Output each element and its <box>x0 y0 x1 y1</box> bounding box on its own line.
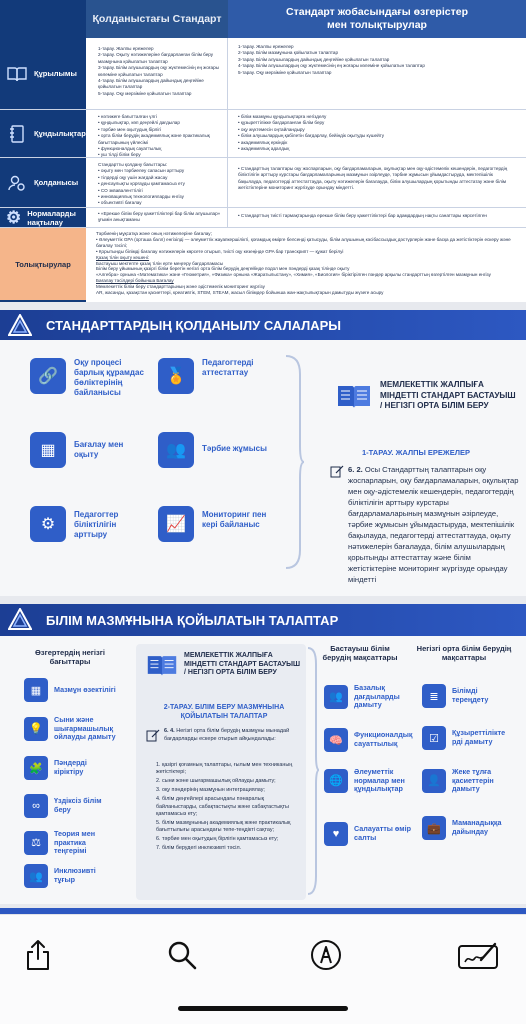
slide-banner <box>0 604 526 636</box>
goal-item <box>324 822 414 846</box>
row-label-text: Қолданысы <box>34 178 79 187</box>
checklist-icon: ☑ <box>422 726 446 750</box>
cell-line: 3-тарау. Білім алушылардың оқу жүктемесінің ең жоғары көлеміне қойылатын талаптар <box>98 65 219 77</box>
cell-line: • оқу жүктемесін оңтайландыру <box>238 126 305 132</box>
brace-divider <box>306 646 320 896</box>
changes-cell <box>232 38 524 109</box>
cell-line: • академиялық адалдық <box>238 146 290 152</box>
goal-label: Салауатты өмір салты <box>354 824 412 842</box>
lightbulb-icon: 💡 <box>24 717 48 741</box>
direction-item <box>24 864 118 888</box>
gear-check-icon: ⚙ <box>30 506 66 542</box>
grid-icon: ▦ <box>24 678 48 702</box>
header-changes-line1: Стандарт жобасындағы өзгерістер <box>286 6 468 18</box>
row-label-text: Құрылымы <box>34 69 77 78</box>
additions-line: Бастауыш мектепте қазақ тілін ерте меңгеру бағдарламасы <box>96 260 224 266</box>
direction-item <box>24 830 118 856</box>
card-text-body: Негізгі орта білім берудің мазмұны мынадай бағдарларды ескере отырып айқындалады: <box>164 728 290 742</box>
puzzle-icon: 🧩 <box>24 756 48 780</box>
card-text <box>348 464 520 585</box>
direction-label: Пәндерді кіріктіру <box>54 758 87 776</box>
goal-item <box>422 684 512 708</box>
card-subtitle: 2-ТАРАУ. БІЛІМ БЕРУ МАЗМҰНЫНА ҚОЙЫЛАТЫН ТАЛАПТАР <box>163 704 285 720</box>
goal-label: Құзыреттілікте рді дамыту <box>452 728 506 746</box>
card-title: МЕМЛЕКЕТТІК ЖАЛПЫҒА МІНДЕТТІ СТАНДАРТ БАСТАУЫШ / НЕГІЗГІ ОРТА БІЛІМ БЕРУ <box>184 652 300 677</box>
comparison-table <box>0 0 526 302</box>
search-icon[interactable] <box>164 937 200 973</box>
direction-item <box>24 678 118 702</box>
current-cell <box>92 208 228 227</box>
area-item <box>158 432 272 468</box>
cell-line: 5-тарау. Оқу мерзіміне қойылатын талаптар <box>98 90 192 96</box>
cell-line: • уш тілді білім беру <box>98 152 141 157</box>
academy-logo-icon <box>8 608 32 630</box>
academy-logo-icon <box>8 314 32 336</box>
additions-label <box>0 228 86 300</box>
cell-line: • тілдерді оқу үшін жағдай жасау <box>98 174 168 180</box>
cell-line: • функционалдық сауаттылық <box>98 146 162 152</box>
list-item: 3. оқу пәндерінің мазмұнын интеграциялау; <box>156 787 265 794</box>
direction-label: Мазмұн өзектілігі <box>54 684 116 694</box>
current-cell <box>92 110 228 157</box>
row-label <box>0 158 86 207</box>
row-label <box>0 110 86 157</box>
list-item: 1. қазіргі қоғамның талаптары, ғылым мен техниканың жетістіктері; <box>156 762 293 776</box>
list-item: 7. білім берудегі инклюзивті тәсіл. <box>156 845 242 852</box>
cell-line: Стандартты қолдану бағыттары: <box>98 162 168 167</box>
slide-banner <box>0 310 526 340</box>
additions-label-text: Толықтырулар <box>15 259 71 269</box>
goal-item <box>422 726 512 750</box>
card-list <box>156 762 302 854</box>
area-item <box>30 432 144 468</box>
area-label: Тәрбие жұмысы <box>202 444 267 453</box>
list-item: 6. тәрбие мен оқытудың бірлігін қамтамасыз ету; <box>156 836 279 843</box>
additions-text <box>92 228 524 300</box>
standard-card <box>310 342 522 600</box>
additions-line: Мемлекеттік білім беру стандарттарының және әдістемелік мониторинг жүргізу <box>96 284 265 290</box>
row-label-text: Құндылықтар <box>34 129 86 138</box>
goal-item <box>422 816 512 840</box>
table-row <box>0 110 526 158</box>
layers-icon: ≣ <box>422 684 446 708</box>
area-label: Педагогтер біліктілігін арттыру <box>74 510 119 539</box>
additions-line: Қазақ тілін оқыту кешені: <box>96 254 150 260</box>
notebook-icon <box>6 123 28 145</box>
brace-divider <box>282 354 306 570</box>
cell-line: • «Ерекше білім беру қажеттіліктері бар білім алушылар» ұғымін анықтаманы <box>98 211 221 223</box>
cell-line: 1-тарау. Жалпы ережелер <box>238 44 294 49</box>
card-text-num: 6. 4. <box>164 728 175 734</box>
cell-line: • құзыреттілікке бағдарланған білім беру <box>238 120 325 126</box>
people-icon: 👥 <box>158 432 194 468</box>
direction-item <box>24 756 118 780</box>
direction-item <box>24 794 118 818</box>
edit-note-icon <box>146 728 160 742</box>
cell-line: • құндылықтар, көп деңгейлі дағдылар <box>98 120 180 126</box>
goal-label: Білімді тереңдету <box>452 686 489 704</box>
area-label: Педагогтерді аттестаттау <box>202 358 254 377</box>
area-label: Мониторинг пен кері байланыс <box>202 510 267 529</box>
people-icon: 👥 <box>24 864 48 888</box>
scales-icon: ⚖ <box>24 831 48 855</box>
globe-icon: 🌐 <box>324 769 348 793</box>
changes-cell <box>232 158 524 207</box>
column-head-primary: Бастауыш білім берудің мақсаттары <box>322 644 398 662</box>
cell-line: • оқыту мен тәрбиелеу сапасын арттыру <box>98 168 185 174</box>
row-label-text: Нормаларды нақтылау <box>27 208 76 227</box>
person-icon: 👤 <box>422 769 446 793</box>
cell-line: • тәрбие мен оқытудың бірлігі <box>98 126 162 132</box>
direction-label: Теория мен практика теңгерімі <box>54 829 96 856</box>
card-subtitle: 1-ТАРАУ. ЖАЛПЫ ЕРЕЖЕЛЕР <box>362 448 470 457</box>
cell-line: 4-тарау. Білім алушылардың оқу жүктемесінің ең жоғары көлеміне қойылатын талаптар <box>238 63 425 69</box>
cell-line: • инновациялық технологияларды енгізу <box>98 194 184 200</box>
header-current-standard: Қолданыстағы Стандарт <box>86 0 228 38</box>
briefcase-icon: 💼 <box>422 816 446 840</box>
heart-icon: ♥ <box>324 822 348 846</box>
brain-icon: 🧠 <box>324 728 348 752</box>
cell-line: • білім мазмұны құндылықтарға негізделу <box>238 114 327 119</box>
standard-card <box>136 644 306 900</box>
list-item: 2. сыни және шығармашылық ойлауды дамыту; <box>156 778 276 785</box>
gear-icon: ⚙ <box>6 207 22 227</box>
open-book-icon <box>146 652 178 678</box>
additions-line: Тәрбиенің мұқсатқа және оның нәтижелеріне бағалау; <box>96 231 212 236</box>
home-indicator[interactable] <box>178 1006 348 1011</box>
area-item <box>158 358 272 394</box>
area-item <box>30 358 144 398</box>
slide-title: СТАНДАРТТАРДЫҢ ҚОЛДАНЫЛУ САЛАЛАРЫ <box>46 317 342 333</box>
infinity-icon: ∞ <box>24 794 48 818</box>
cell-line: • денсаулықты қорғауды қамтамасыз ету <box>98 181 185 187</box>
goal-item <box>324 684 414 710</box>
list-item: 4. білім деңгейлері арасындағы пәнаралық байланыстарды, сабақтастықты және сабақтастықты қамтамасыз ету; <box>156 796 289 817</box>
area-item <box>30 506 144 542</box>
cell-line: • орта білім берудің академиялық және практикалық бағыттарының үйлесімі <box>98 133 210 145</box>
changes-cell <box>232 208 524 227</box>
book-icon <box>6 63 28 85</box>
link-icon: 🔗 <box>30 358 66 394</box>
goal-label: Функционалдық сауаттылық <box>354 730 413 748</box>
direction-label: Сыни және шығармашылық ойлауды дамыту <box>54 715 116 742</box>
direction-item <box>24 716 118 742</box>
additions-line: Бағалау тәсілдері бойынша Бағалау <box>96 278 174 284</box>
card-text-num: 6. 2. <box>348 465 363 474</box>
direction-label: Үздіксіз білім беру <box>54 796 102 814</box>
slide-content-requirements <box>0 604 526 904</box>
cell-line: • нәтижеге бағытталған үлгі <box>98 114 157 119</box>
changes-cell <box>232 110 524 157</box>
cell-line: 2-тарау. Оқыту нәтижелеріне бағдарланған білім беру мазмұнына қойылатын талаптар <box>98 52 214 64</box>
direction-label: Инклюзивті тұғыр <box>54 866 96 884</box>
cell-line: • білім алушылардың қабілетін бағдарлау, бейіндік оқытуды күшейту <box>238 133 385 139</box>
page-gap <box>0 302 526 310</box>
table-row <box>0 208 526 228</box>
goal-label: Жеке тұлға қасиеттерін дамыту <box>452 767 494 794</box>
area-label: Оқу процесі барлық құрамдас бөліктерінің байланысы <box>74 358 144 397</box>
cell-line: • объективті бағалау <box>98 200 142 206</box>
area-item <box>158 506 272 542</box>
table-row <box>0 158 526 208</box>
row-label <box>0 38 86 109</box>
current-cell <box>92 38 228 109</box>
slide-title: БІЛІМ МАЗМҰНЫНА ҚОЙЫЛАТЫН ТАЛАПТАР <box>46 612 339 628</box>
signature-icon[interactable] <box>456 937 500 973</box>
card-text <box>164 728 302 743</box>
goal-item <box>324 768 414 794</box>
slide-application-areas <box>0 310 526 604</box>
row-label <box>0 208 86 227</box>
column-head-secondary: Негізгі орта білім берудің мақсаттары <box>416 644 512 662</box>
area-label: Бағалау мен оқыту <box>74 440 124 459</box>
goal-label: Маманадыққа дайындау <box>452 818 502 836</box>
column-head-directions: Өзгертердің негізгі бағыттары <box>35 648 105 666</box>
additions-line: • Әлеуметтік GPA (орташа балл) енгізілді — әлеуметтік жауапкершілікті, қоғамдық өмірге белсенді қатысуды, білім алушының кәсібассыздық дәстүрлерін және басқа да жетістіктерін ескеру және бағалау тәсілі; <box>96 236 511 248</box>
settings-user-icon <box>6 172 28 194</box>
card-title: МЕМЛЕКЕТТІК ЖАЛПЫҒА МІНДЕТТІ СТАНДАРТ БАСТАУЫШ / НЕГІЗГІ ОРТА БІЛІМ БЕРУ <box>380 380 516 410</box>
share-icon[interactable] <box>20 937 56 973</box>
header-changes <box>228 0 526 38</box>
chart-icon: 📈 <box>158 506 194 542</box>
markup-icon[interactable] <box>308 937 344 973</box>
cell-line: 3-тарау. Білім алушылардың дайындық деңгейіне қойылатын талаптар <box>238 56 390 62</box>
card-text-body: Осы Стандарттың талаптарын оқу жоспарларын, оқу бағдарламаларын, оқулықтар мен оқу-әдістемелік кешендерін, педагогтердің біліктілігін арттыру курстары бағдарламаларының мазмұнын әзірлеуде, тәрбие жұмысын ұйымдастыруда, мектепішілік бақылауда, педагогтерді аттестаттауда, оқыту нәтижелерін бағалауда, білім алушылардың қорытынды аттестаттау және білім жетістіктеріне мониторинг жүргізуде орындау міндетті <box>348 465 519 584</box>
cell-line: • СО экваваленттілігі <box>98 187 143 193</box>
goal-item <box>324 728 414 752</box>
cell-line: 4-тарау. Білім алушылардың дайындық деңгейіне қойылатын талаптар <box>98 78 204 90</box>
goal-label: Базалық дағдыларды дамыту <box>354 683 400 710</box>
additions-line: • Қорытынды білімді бағалау нәтижелерін көрсете отырып, тиісті оқу кезеңінде GPA бар транскрипт — құжат берілуі <box>96 248 344 254</box>
goal-label: Әлеуметтік нормалар мен құндылықтар <box>354 767 405 794</box>
table-row <box>0 38 526 110</box>
cell-line: 5-тарау. Оқу мерзіміне қойылатын талаптар <box>238 69 332 75</box>
list-item: 5. білім мазмұнының академиялық және практикалық бағыттылығы арасындағы тепе-теңдікті сақтау; <box>156 819 291 834</box>
page-gap <box>0 596 526 604</box>
additions-line: Білім беру ұйымының қазіргі білім беретін негізгі орта білім берудің деңгейінде подол мен пәндерді қазақ тілінде оқыту <box>96 266 350 272</box>
calculator-icon: ▦ <box>30 432 66 468</box>
cell-line: • академиялық еркіндік <box>238 139 288 145</box>
cell-line: • Стандарттың талаптары оқу жоспарларын, оқу бағдарламаларын, оқулықтар мен оқу-әдістемелік кешендерін, педагогтердің біліктілігін арттыру курстары бағдарламаларының мазмұнын әзірлеуде, тәрбие жұмысын ұйымдастыруда, мектепішілік бақылауда, педагогтерді аттестаттауда, оқыту нәтижелерін бағалауда, білім алушылардың қорытынды аттестатау және білім жетістіктеріне мониторинг жүргізуде орындау міндетті. <box>238 166 508 191</box>
goal-item <box>422 768 512 794</box>
badge-icon: 🏅 <box>158 358 194 394</box>
edit-note-icon <box>330 464 344 478</box>
header-changes-line2: мен толықтырулар <box>327 19 427 31</box>
people-icon: 👥 <box>324 685 348 709</box>
cell-line: 2-тарау. Білім мазмұнына қойылатын талаптар <box>238 50 339 56</box>
additions-line: AR, жасанды, қазақстан қасиеттері, креативтік, STEM, STEAM, жасыл білімдер бойынша жан-жақтылықтарын дамытуды жүзеге асыру <box>96 290 384 296</box>
cell-line: 1-тарау. Жалпы ережелер <box>98 46 154 51</box>
cell-line: • Стандарттың тиісті тармақтарында ерекше білім беру қажеттіліктері бар адамдардың нақты санаттары көрсетілген <box>238 213 487 218</box>
open-book-icon <box>336 382 372 410</box>
current-cell <box>92 158 228 207</box>
additions-line: «Алгебра» орнына «Математика» және «Геометрия», «Физика» орнына «Жаратылыстану», «Химия», «Биология» біріктірілген пәндер арқылы стандарттың өзгертілген мазмұнын енгізу <box>96 272 491 278</box>
